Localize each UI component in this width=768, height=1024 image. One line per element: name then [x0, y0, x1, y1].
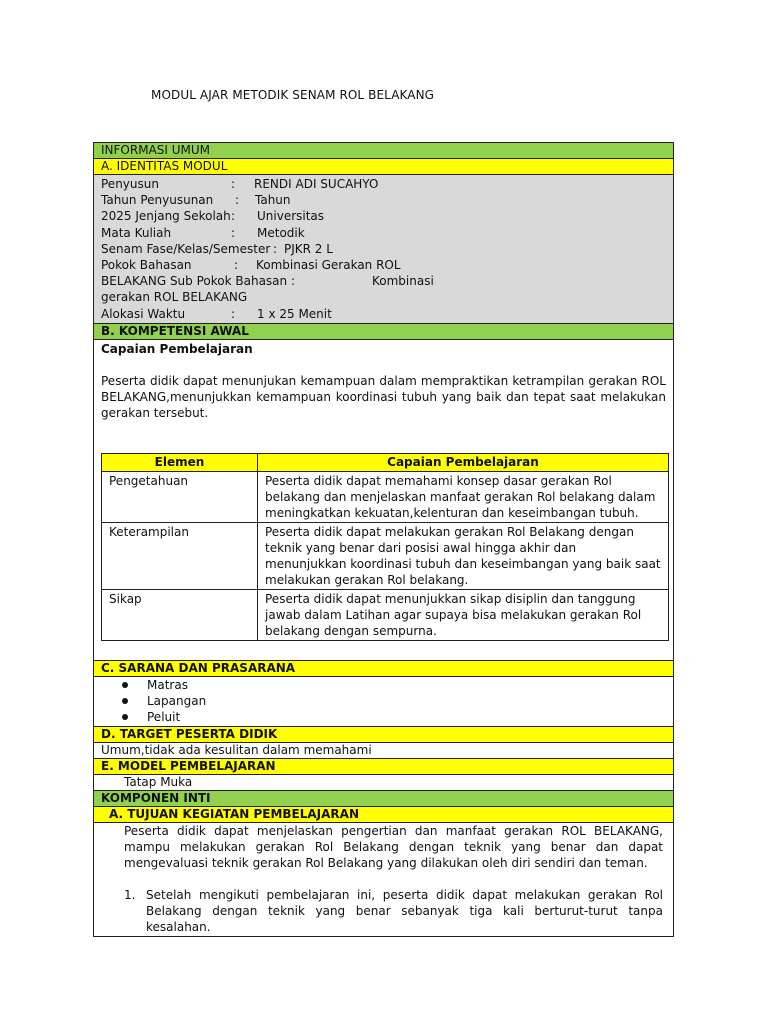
- bullet-icon: [122, 714, 128, 720]
- elemen-cell: Keterampilan: [102, 522, 258, 589]
- identitas-modul-header: A. IDENTITAS MODUL: [94, 159, 673, 175]
- table-header-elemen: Elemen: [102, 453, 258, 471]
- capaian-cell: Peserta didik dapat melakukan gerakan Rol Belakang dengan teknik yang benar dari posisi awal hingga akhir dan menunjukkan koordinasi tubuh dan keseimbangan yang baik saat melakukan gerakan Rol belakang.: [258, 522, 669, 589]
- tujuan-paragraph: Peserta didik dapat menjelaskan pengertian dan manfaat gerakan ROL BELAKANG, mampu melakukan gerakan Rol Belakang dengan teknik yang benar dan dapat mengevaluasi teknik gerakan Rol Belakang yang dilakukan oleh diri sendiri dan teman.: [124, 823, 663, 870]
- identity-label: 2025 Jenjang Sekolah: [101, 209, 231, 224]
- identity-value: Metodik: [257, 225, 305, 240]
- identity-value: RENDI ADI SUCAHYO: [254, 177, 379, 191]
- table-row: [102, 522, 669, 589]
- bullet-icon: [122, 698, 128, 704]
- model-pembelajaran-text: Tatap Muka: [94, 775, 673, 791]
- numbered-item: [124, 887, 663, 935]
- identity-line: [101, 273, 673, 289]
- identity-value: Kombinasi: [372, 274, 434, 289]
- identity-separator: :: [273, 241, 278, 256]
- komponen-inti-header: KOMPONEN INTI: [94, 791, 673, 807]
- identity-line: [101, 225, 673, 241]
- identity-separator: :: [235, 193, 240, 208]
- item-text: Setelah mengikuti pembelajaran ini, peserta didik dapat melakukan gerakan Rol Belakang dengan teknik yang benar sebanyak tiga kali berturut-turut tanpa kesalahan.: [146, 887, 663, 934]
- identity-value: Tahun: [255, 193, 291, 208]
- identity-line: [101, 306, 673, 322]
- identity-label: Mata Kuliah: [101, 225, 172, 240]
- kompetensi-awal-header: B. KOMPETENSI AWAL: [94, 324, 673, 340]
- item-number: 1.: [124, 887, 136, 902]
- identity-value: Kombinasi Gerakan ROL: [256, 257, 401, 272]
- sarana-prasarana-header: C. SARANA DAN PRASARANA: [94, 661, 673, 677]
- identity-label: Alokasi Waktu: [101, 306, 186, 321]
- identity-label: Pokok Bahasan: [101, 257, 192, 272]
- identity-separator: :: [231, 225, 236, 240]
- table-row: [102, 471, 669, 522]
- module-table: [93, 142, 674, 937]
- sarana-list: [94, 677, 673, 726]
- document-title: MODUL AJAR METODIK SENAM ROL BELAKANG: [151, 88, 435, 102]
- target-peserta-text: Umum,tidak ada kesulitan dalam memahami: [94, 743, 673, 759]
- capaian-table: [101, 453, 669, 641]
- capaian-paragraph: Peserta didik dapat menunjukan kemampuan dalam mempraktikan ketrampilan gerakan ROL BELAKANG,menunjukkan kemampuan koordinasi tubuh yang baik dan tepat saat melakukan gerakan tersebut.: [101, 373, 666, 420]
- list-item: Peluit: [147, 709, 673, 725]
- target-peserta-header: D. TARGET PESERTA DIDIK: [94, 727, 673, 743]
- identity-value: 1 x 25 Menit: [257, 306, 332, 321]
- identity-label: Tahun Penyusunan: [101, 193, 214, 208]
- kompetensi-awal-section: [94, 341, 673, 661]
- identity-separator: :: [231, 306, 236, 321]
- tujuan-kegiatan-section: [94, 823, 673, 936]
- identity-separator: :: [234, 257, 239, 272]
- model-pembelajaran-header: E. MODEL PEMBELAJARAN: [94, 759, 673, 775]
- identity-line: [101, 257, 673, 273]
- identity-line: [101, 241, 673, 257]
- list-item: Lapangan: [147, 693, 673, 709]
- identity-label: gerakan ROL BELAKANG: [101, 290, 248, 305]
- identity-line: [101, 176, 673, 192]
- elemen-cell: Pengetahuan: [102, 471, 258, 522]
- bullet-icon: [122, 682, 128, 688]
- identity-value: Universitas: [257, 209, 325, 224]
- capaian-cell: Peserta didik dapat memahami konsep dasar gerakan Rol belakang dan menjelaskan manfaat gerakan Rol belakang dalam meningkatkan kekuatan,kelenturan dan keseimbangan tubuh.: [258, 471, 669, 522]
- informasi-umum-header: INFORMASI UMUM: [94, 143, 673, 159]
- table-row: [102, 589, 669, 640]
- elemen-cell: Sikap: [102, 589, 258, 640]
- identity-line: [101, 192, 673, 208]
- table-header-capaian: Capaian Pembelajaran: [258, 453, 669, 471]
- capaian-cell: Peserta didik dapat menunjukkan sikap disiplin dan tanggung jawab dalam Latihan agar supaya bisa melakukan gerakan Rol belakang dengan sempurna.: [258, 589, 669, 640]
- identity-line: [101, 208, 673, 224]
- identity-separator: :: [231, 209, 236, 224]
- identitas-modul-section: [94, 175, 673, 324]
- identity-label: Senam Fase/Kelas/Semester: [101, 241, 271, 256]
- sarana-prasarana-section: [94, 677, 673, 727]
- capaian-pembelajaran-title: Capaian Pembelajaran: [101, 341, 253, 356]
- identity-value: PJKR 2 L: [284, 241, 333, 256]
- identity-separator: :: [231, 177, 236, 191]
- identity-line: [101, 289, 673, 305]
- identity-label: Penyusun: [101, 177, 159, 191]
- identity-label: BELAKANG Sub Pokok Bahasan :: [101, 274, 295, 289]
- list-item: Matras: [147, 677, 673, 693]
- tujuan-kegiatan-header: A. TUJUAN KEGIATAN PEMBELAJARAN: [94, 807, 673, 823]
